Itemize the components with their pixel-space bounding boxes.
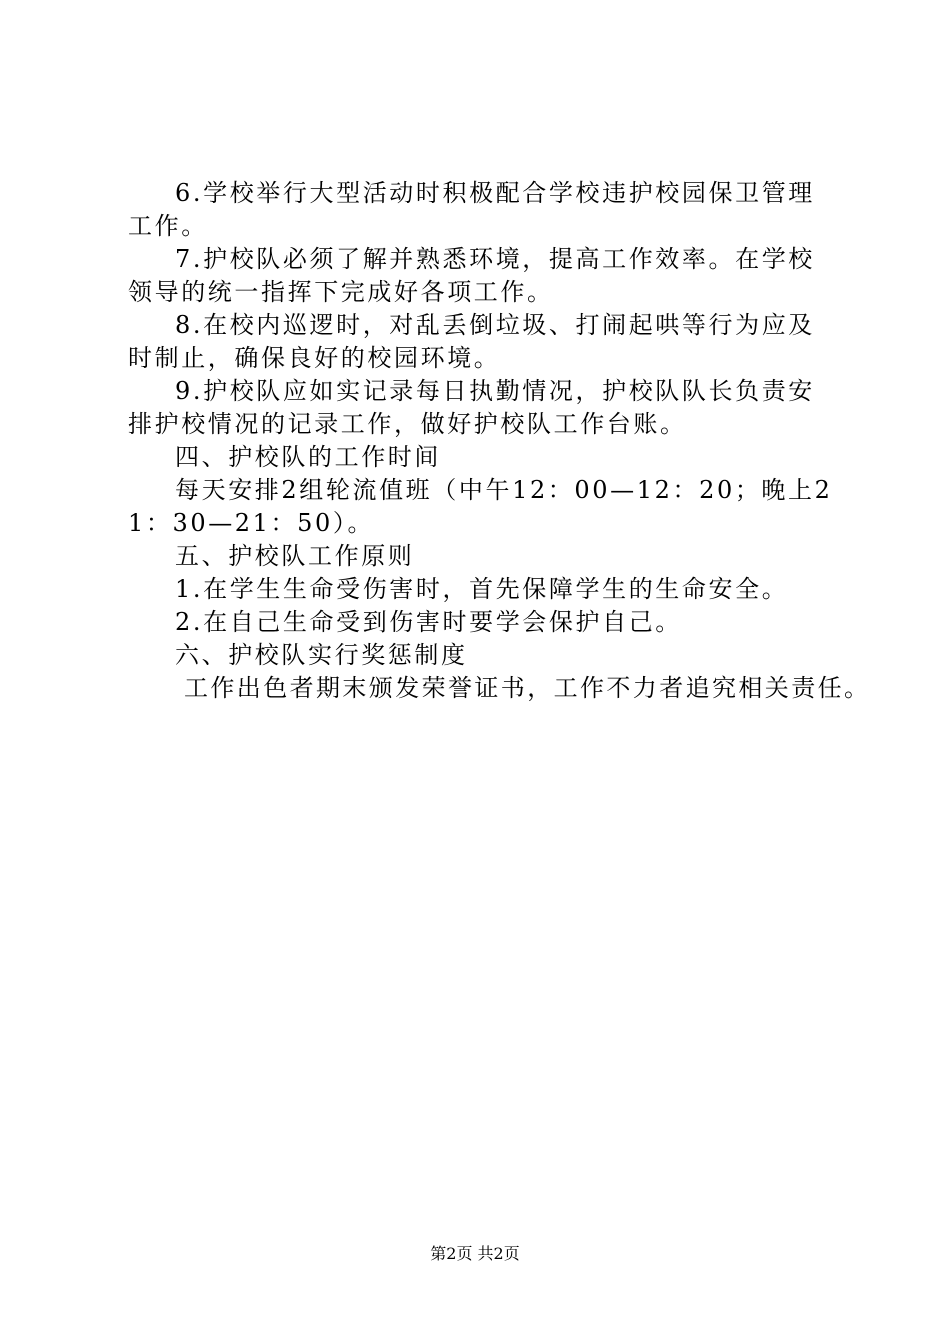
paragraph-principle-1: 1.在学生生命受伤害时，首先保障学生的生命安全。 (175, 575, 789, 603)
page-footer (0, 1242, 950, 1266)
section-heading-rewards: 六、护校队实行奖惩制度 (175, 641, 468, 669)
paragraph-schedule: 每天安排2组轮流值班（中午12：00—12：20；晚上21：30—21：50）。 (128, 476, 833, 537)
document-body (128, 177, 871, 705)
page-number-indicator: 第2页 共2页 (430, 1244, 520, 1263)
paragraph-principle-2: 2.在自己生命受到伤害时要学会保护自己。 (175, 608, 682, 636)
paragraph-item-6: 6.学校举行大型活动时积极配合学校违护校园保卫管理工作。 (128, 179, 815, 240)
paragraph-item-9: 9.护校队应如实记录每日执勤情况，护校队队长负责安排护校情况的记录工作，做好护校队工作台账。 (128, 377, 815, 438)
paragraph-rewards: 工作出色者期末颁发荣誉证书，工作不力者追究相关责任。 (184, 674, 871, 702)
paragraph-item-8: 8.在校内巡逻时，对乱丢倒垃圾、打闹起哄等行为应及时制止，确保良好的校园环境。 (128, 311, 815, 372)
section-heading-work-time: 四、护校队的工作时间 (175, 443, 441, 471)
paragraph-item-7: 7.护校队必须了解并熟悉环境，提高工作效率。在学校领导的统一指挥下完成好各项工作。 (128, 245, 815, 306)
section-heading-principles: 五、护校队工作原则 (175, 542, 415, 570)
